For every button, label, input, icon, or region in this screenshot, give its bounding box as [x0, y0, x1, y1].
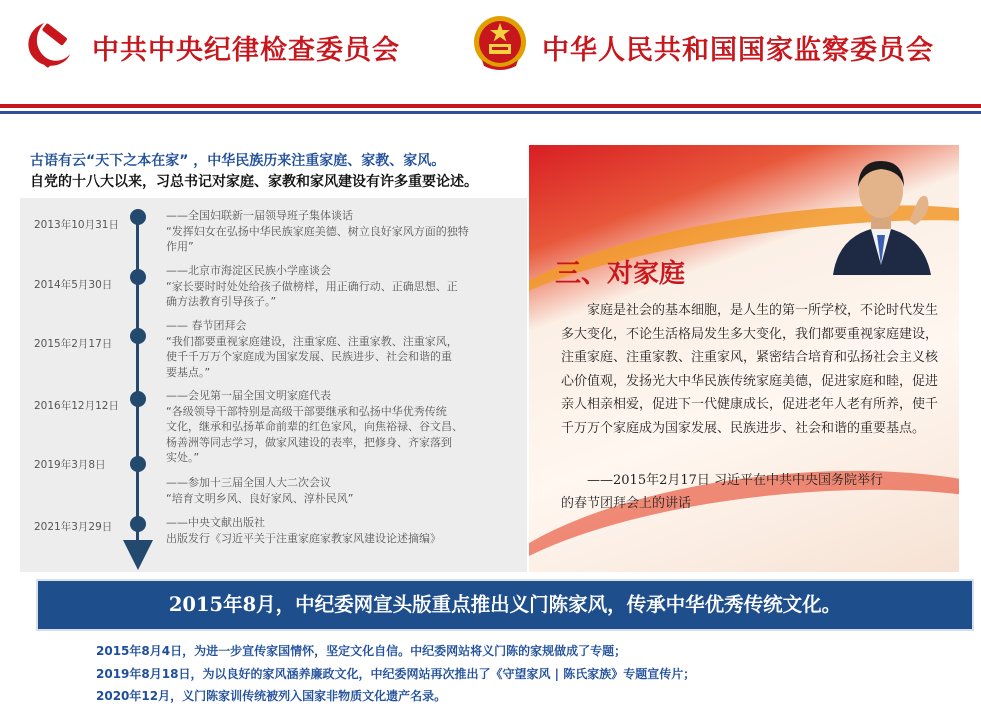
- timeline-quote: “发挥妇女在弘扬中华民族家庭美德、树立良好家风方面的独特: [166, 224, 469, 238]
- milestone-notes: [96, 640, 695, 708]
- timeline-quote: 实处。”: [166, 451, 200, 464]
- timeline-date: 2019年3月8日: [34, 459, 106, 471]
- timeline-event: ——全国妇联新一届领导班子集体谈话: [166, 209, 353, 222]
- timeline-quote: “培育文明乡风、良好家风、淳朴民风”: [166, 491, 354, 505]
- timeline-arrow-icon: [123, 540, 153, 570]
- milestone-note: 2020年12月，义门陈家训传统被列入国家非物质文化遗产名录。: [96, 689, 447, 703]
- timeline-quote: 使千千万万个家庭成为国家发展、民族进步、社会和谐的重: [166, 350, 452, 363]
- intro-line-2: 自党的十八大以来，习总书记对家庭、家教和家风建设有许多重要论述。: [30, 174, 478, 190]
- timeline-event: ——会见第一届全国文明家庭代表: [166, 389, 331, 402]
- timeline-event: ——北京市海淀区民族小学座谈会: [166, 264, 331, 277]
- timeline-date: 2014年5月30日: [34, 279, 113, 291]
- timeline-quote: 出版发行《习近平关于注重家庭家教家风建设论述摘编》: [166, 531, 441, 545]
- feature-quote: 家庭是社会的基本细胞，是人生的第一所学校，不论时代发生多大变化，不论生活格局发生多大变化，我们都要重视家庭建设，注重家庭、注重家教、注重家风，紧密结合培育和弘扬社会主义核心价值观，发扬光大中华民族传统家庭美德，促进家庭和睦，促进亲人相亲相爱，促进下一代健康成长，促进老年人老有所养，使千千万万个家庭成为国家发展、民族进步、社会和谐的重要基点。: [561, 303, 939, 436]
- feature-source-line: ——2015年2月17日 习近平在中共中央国务院举行: [587, 473, 884, 488]
- timeline-dot: [130, 328, 146, 344]
- timeline-dot: [130, 391, 146, 407]
- cpc-ccdi-title: 中共中央纪律检查委员会: [92, 35, 400, 66]
- nsc-title: 中华人民共和国国家监察委员会: [542, 35, 934, 66]
- milestone-note: 2015年8月4日，为进一步宣传家国情怀，坚定文化自信。中纪委网站将义门陈的家规做成了专题；: [96, 644, 627, 658]
- timeline-entry: [166, 208, 506, 255]
- timeline-date: 2015年2月17日: [34, 338, 113, 350]
- timeline-axis: [136, 214, 139, 548]
- milestone-note: 2019年8月18日，为以良好的家风涵养廉政文化，中纪委网站再次推出了《守望家风 | 陈氏家族》专题宣传片；: [96, 666, 696, 681]
- timeline-dot: [130, 516, 146, 532]
- timeline-quote: 杨善洲等同志学习，做家风建设的表率，把修身、齐家落到: [166, 435, 452, 449]
- header-divider-red: [0, 104, 981, 108]
- timeline-quote: 确方法教育引导孩子。”: [166, 295, 277, 308]
- timeline-dot: [130, 269, 146, 285]
- headline-text: 2015年8月，中纪委网宣头版重点推出义门陈家风，传承中华优秀传统文化。: [168, 593, 842, 616]
- leader-portrait-photo: [811, 147, 951, 275]
- timeline-dot: [130, 209, 146, 225]
- timeline-entry: [166, 388, 506, 466]
- timeline-date: 2016年12月12日: [34, 400, 119, 412]
- headline-banner: [38, 581, 972, 629]
- timeline-quote: 要基点。”: [166, 365, 211, 379]
- national-emblem-icon: [472, 14, 528, 74]
- intro-line-1: 古语有云“天下之本在家” ，中华民族历来注重家庭、家教、家风。: [30, 153, 446, 169]
- party-emblem-icon: [22, 18, 76, 72]
- timeline-quote: 作用”: [166, 240, 194, 253]
- timeline-event: —— 春节团拜会: [166, 319, 247, 332]
- timeline-date: 2021年3月29日: [34, 521, 113, 533]
- feature-source: [561, 469, 951, 515]
- timeline-dot: [130, 456, 146, 472]
- timeline-quote: “家长要时时处处给孩子做榜样，用正确行动、正确思想、正: [166, 279, 458, 293]
- timeline-entry: [166, 263, 506, 310]
- timeline-quote: “各级领导干部特别是高级干部要继承和弘扬中华优秀传统: [166, 404, 447, 418]
- timeline-event: ——参加十三届全国人大二次会议: [166, 476, 331, 489]
- timeline-entry: [166, 515, 506, 546]
- feature-source-line: 的春节团拜会上的讲话: [561, 496, 692, 511]
- timeline-date: 2013年10月31日: [34, 219, 119, 231]
- timeline-quote: 文化，继承和弘扬革命前辈的红色家风，向焦裕禄、谷文昌、: [166, 420, 463, 433]
- timeline-event: ——中央文献出版社: [166, 516, 265, 529]
- feature-heading: 三、对家庭: [555, 259, 686, 289]
- timeline-entry: [166, 475, 506, 506]
- feature-panel: [529, 145, 959, 572]
- header-divider-blue: [0, 111, 981, 114]
- timeline-entry: [166, 318, 506, 380]
- page-header: [0, 0, 981, 104]
- timeline-quote: “我们都要重视家庭建设，注重家庭、注重家教、注重家风，: [166, 334, 458, 348]
